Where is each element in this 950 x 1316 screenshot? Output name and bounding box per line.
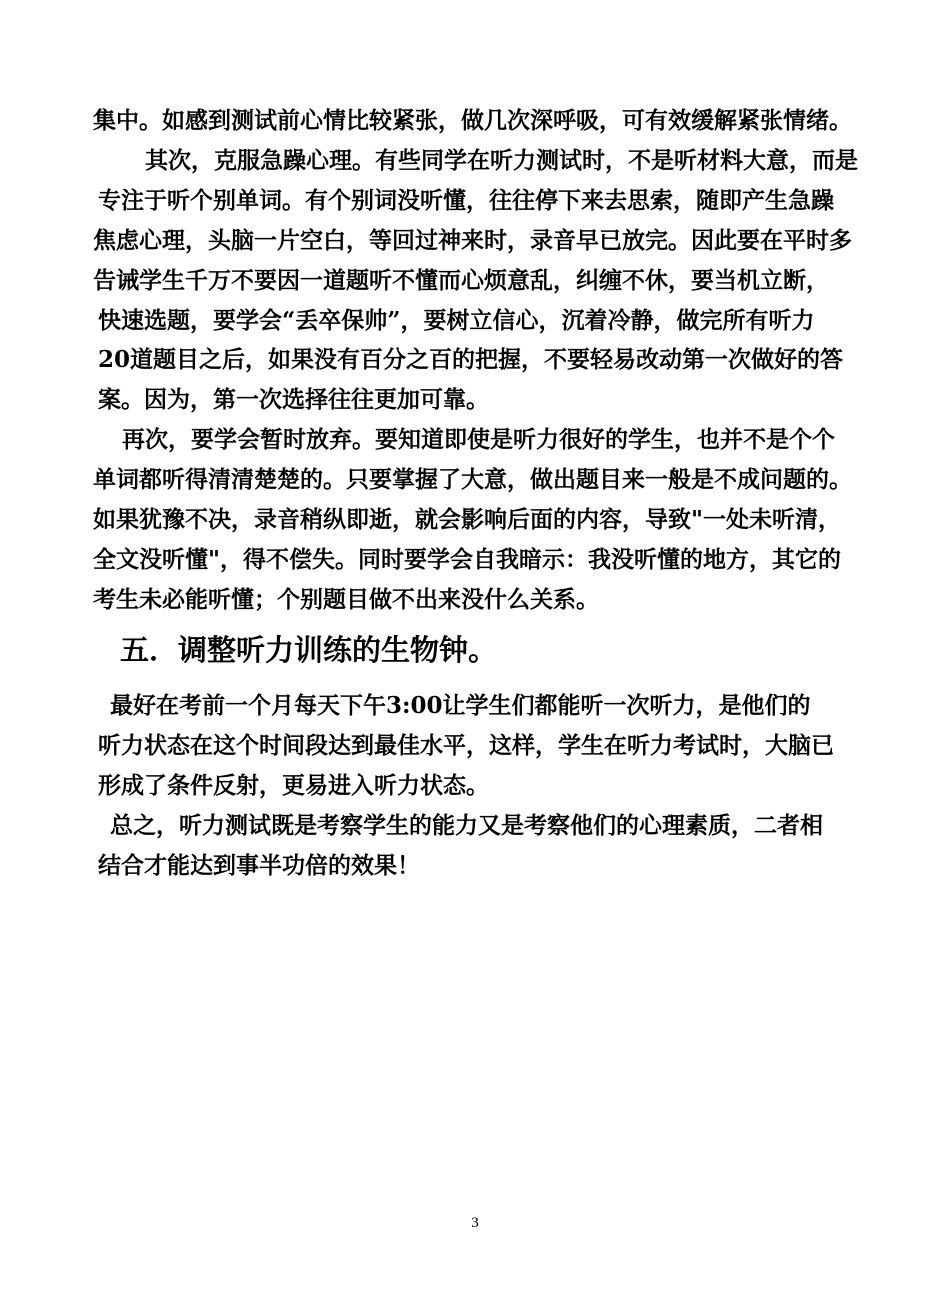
- text-line: 形成了条件反射，更易进入听力状态。: [98, 772, 489, 799]
- text-line: 总之，听力测试既是考察学生的能力又是考察他们的心理素质，二者相: [110, 812, 823, 839]
- text-line: 结合才能达到事半功倍的效果！: [98, 852, 420, 879]
- text-line: 单词都听得清清楚楚的。只要掌握了大意，做出题目来一般是不成问题的。: [93, 466, 852, 493]
- text-line: 听力状态在这个时间段达到最佳水平，这样，学生在听力考试时，大脑已: [98, 732, 834, 759]
- text-line: 20道题目之后，如果没有百分之百的把握，不要轻易改动第一次做好的答: [98, 346, 844, 373]
- text-line: 专注于听个别单词。有个别词没听懂，往往停下来去思索，随即产生急躁: [98, 187, 834, 214]
- text-line: 考生未必能听懂；个别题目做不出来没什么关系。: [93, 586, 599, 613]
- text-line: 案。因为，第一次选择往往更加可靠。: [98, 386, 489, 413]
- text-line: 集中。如感到测试前心情比较紧张，做几次深呼吸，可有效缓解紧张情绪。: [93, 107, 852, 134]
- text-line: 最好在考前一个月每天下午3:00让学生们都能听一次听力，是他们的: [110, 692, 811, 719]
- text-line: 如果犹豫不决，录音稍纵即逝，就会影响后面的内容，导致"一处未听清，: [93, 506, 841, 533]
- text-line: 其次，克服急躁心理。有些同学在听力测试时，不是听材料大意，而是: [145, 147, 858, 174]
- text-line: 快速选题，要学会“丢卒保帅”，要树立信心，沉着冷静，做完所有听力: [98, 307, 815, 334]
- page-number: 3: [471, 1215, 479, 1231]
- text-line: 告诫学生千万不要因一道题听不懂而心烦意乱，纠缠不休，要当机立断，: [93, 267, 829, 294]
- text-line: 焦虑心理，头脑一片空白，等回过神来时，录音早已放完。因此要在平时多: [93, 227, 852, 254]
- section-heading: 五．调整听力训练的生物钟。: [120, 633, 498, 667]
- text-line: 再次，要学会暂时放弃。要知道即使是听力很好的学生，也并不是个个: [122, 426, 835, 453]
- text-line: 全文没听懂"，得不偿失。同时要学会自我暗示：我没听懂的地方，其它的: [93, 546, 841, 573]
